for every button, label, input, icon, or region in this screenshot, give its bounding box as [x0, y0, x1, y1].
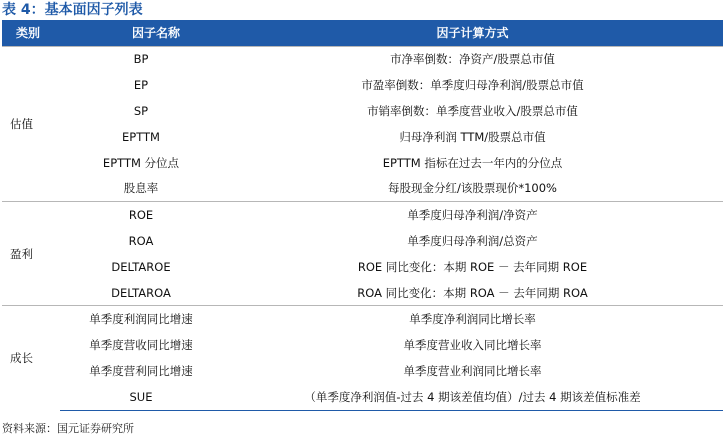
factor-method: 归母净利润 TTM/股票总市值 [399, 129, 546, 144]
factor-name: SP [133, 103, 149, 118]
factor-name: 单季度营利同比增速 [89, 363, 193, 378]
table-row [2, 175, 723, 201]
factor-name: DELTAROA [111, 285, 171, 300]
table-row [2, 332, 723, 358]
factor-method: 市净率倒数：净资产/股票总市值 [222, 46, 723, 72]
factor-name: 股息率 [123, 181, 159, 196]
table-row [2, 254, 723, 280]
table-header-row [2, 20, 723, 46]
factor-method: （单季度净利润值-过去 4 期该差值均值）/过去 4 期该差值标准差 [222, 384, 723, 410]
category-cell: 盈利 [2, 202, 60, 306]
factor-name: EPTTM [122, 129, 160, 144]
table-row [2, 280, 723, 306]
table-row [2, 72, 723, 98]
factor-method: ROA 同比变化：本期 ROA － 去年同期 ROA [357, 285, 588, 300]
table-row [2, 46, 723, 72]
factor-method: EPTTM 指标在过去一年内的分位点 [382, 155, 563, 170]
factor-name: SUE [60, 384, 222, 410]
factor-method: 每股现金分红/该股票现价*100% [387, 181, 557, 196]
factor-method: 市盈率倒数：单季度归母净利润/股票总市值 [361, 78, 584, 93]
table-row [2, 124, 723, 150]
factor-name: ROE [60, 202, 222, 228]
factor-name: DELTAROE [111, 259, 171, 274]
source-note: 资料来源：国元证券研究所 [2, 422, 134, 435]
category-cell: 成长 [2, 306, 60, 410]
table-row [2, 150, 723, 176]
factor-name: EP [133, 78, 149, 93]
factor-method: 单季度营业利润同比增长率 [403, 363, 542, 378]
factor-name: 单季度营收同比增速 [89, 338, 193, 353]
factor-method: 单季度归母净利润/总资产 [407, 233, 538, 248]
header-method: 因子计算方式 [436, 26, 509, 41]
factor-method: 单季度归母净利润/净资产 [222, 202, 723, 228]
table-row [2, 202, 723, 228]
category-cell: 估值 [2, 46, 60, 202]
table-row [2, 306, 723, 332]
factor-method: ROE 同比变化：本期 ROE － 去年同期 ROE [357, 259, 588, 274]
header-name: 因子名称 [132, 26, 181, 41]
table-title: 表 4：基本面因子列表 [2, 2, 143, 18]
factor-name: 单季度利润同比增速 [60, 306, 222, 332]
factor-method: 单季度营业收入同比增长率 [403, 338, 542, 353]
table-row [2, 358, 723, 384]
table-row [2, 228, 723, 254]
factor-name: BP [60, 46, 222, 72]
table-row [2, 384, 723, 410]
factor-table [2, 20, 723, 411]
factor-method: 市销率倒数：单季度营业收入/股票总市值 [367, 103, 578, 118]
factor-name: ROA [128, 233, 154, 248]
header-category: 类别 [16, 26, 41, 41]
table-row [2, 98, 723, 124]
factor-name: EPTTM 分位点 [102, 155, 180, 170]
factor-method: 单季度净利润同比增长率 [222, 306, 723, 332]
